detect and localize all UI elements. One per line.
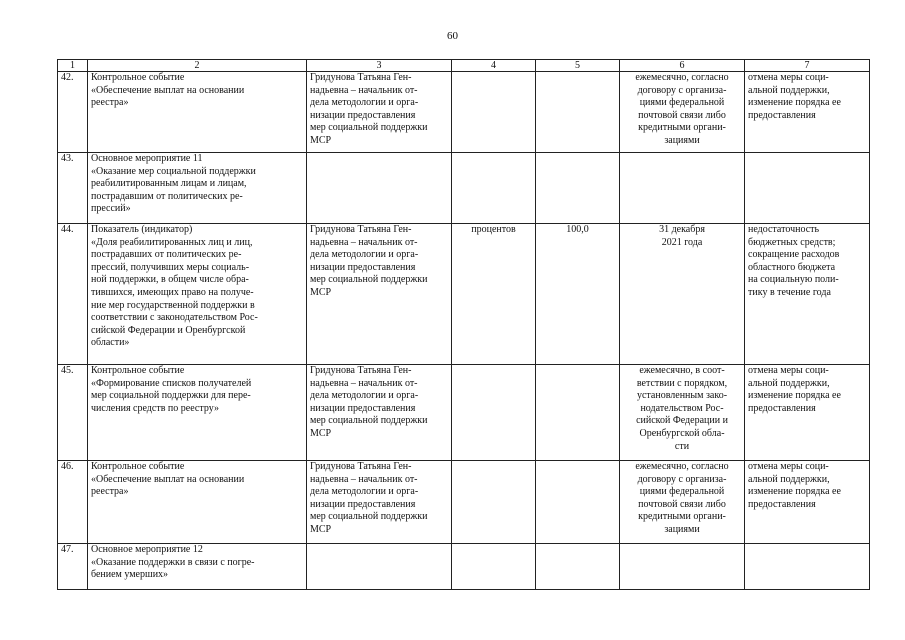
risk-cell: недостаточность бюджетных средств; сокращение расходов областного бюджета на социальную поли- тику в течение года — [745, 224, 870, 365]
events-table — [57, 59, 870, 590]
row-number: 46. — [58, 461, 88, 544]
header-cell: 2 — [88, 60, 307, 72]
risk-cell: отмена меры соци- альной поддержки, изменение порядка ее предоставления — [745, 461, 870, 544]
header-cell: 5 — [536, 60, 620, 72]
value-cell — [536, 153, 620, 224]
table-row — [58, 72, 870, 153]
event-name-cell: Контрольное событие «Обеспечение выплат на основании реестра» — [88, 461, 307, 544]
deadline-cell: ежемесячно, согласно договору с организа- циями федеральной почтовой связи либо кредитными органи- зациями — [620, 461, 745, 544]
event-name-cell: Контрольное событие «Формирование списков получателей мер социальной поддержки для пере- числения средств по реестру» — [88, 365, 307, 461]
responsible-cell: Гридунова Татьяна Ген- надьевна – начальник от- дела методологии и орга- низации предоставления мер социальной поддержки МСР — [307, 365, 452, 461]
deadline-cell: ежемесячно, согласно договору с организа- циями федеральной почтовой связи либо кредитными органи- зациями — [620, 72, 745, 153]
deadline-cell: ежемесячно, в соот- ветствии с порядком, установленным зако- нодательством Рос- сийской Федерации и Оренбургской обла- сти — [620, 365, 745, 461]
risk-cell: отмена меры соци- альной поддержки, изменение порядка ее предоставления — [745, 365, 870, 461]
unit-cell — [452, 153, 536, 224]
value-cell — [536, 365, 620, 461]
header-cell: 7 — [745, 60, 870, 72]
risk-cell: отмена меры соци- альной поддержки, изменение порядка ее предоставления — [745, 72, 870, 153]
value-cell: 100,0 — [536, 224, 620, 365]
header-cell: 4 — [452, 60, 536, 72]
unit-cell — [452, 461, 536, 544]
responsible-cell: Гридунова Татьяна Ген- надьевна – начальник от- дела методологии и орга- низации предоставления мер социальной поддержки МСР — [307, 224, 452, 365]
unit-cell — [452, 544, 536, 590]
table-row — [58, 365, 870, 461]
header-cell: 6 — [620, 60, 745, 72]
value-cell — [536, 461, 620, 544]
responsible-cell: Гридунова Татьяна Ген- надьевна – начальник от- дела методологии и орга- низации предоставления мер социальной поддержки МСР — [307, 461, 452, 544]
unit-cell: процентов — [452, 224, 536, 365]
event-name-cell: Основное мероприятие 11 «Оказание мер социальной поддержки реабилитированным лицам и лицам, пострадавшим от политических ре- прессий» — [88, 153, 307, 224]
responsible-cell — [307, 153, 452, 224]
deadline-cell — [620, 153, 745, 224]
column-number-row — [58, 60, 870, 72]
deadline-cell: 31 декабря 2021 года — [620, 224, 745, 365]
table-row — [58, 461, 870, 544]
header-cell: 3 — [307, 60, 452, 72]
risk-cell — [745, 544, 870, 590]
table-row — [58, 544, 870, 590]
deadline-cell — [620, 544, 745, 590]
row-number: 44. — [58, 224, 88, 365]
row-number: 45. — [58, 365, 88, 461]
value-cell — [536, 72, 620, 153]
unit-cell — [452, 365, 536, 461]
responsible-cell: Гридунова Татьяна Ген- надьевна – начальник от- дела методологии и орга- низации предоставления мер социальной поддержки МСР — [307, 72, 452, 153]
row-number: 43. — [58, 153, 88, 224]
header-cell: 1 — [58, 60, 88, 72]
row-number: 47. — [58, 544, 88, 590]
event-name-cell: Показатель (индикатор) «Доля реабилитированных лиц и лиц, пострадавших от политических ре- прессий, получивших меры социаль- ной поддержки, в общем числе обра- тившихся, имеющих право на получе- ние мер государственной поддержки в соответствии с законодательством Рос- сийской Федерации и Оренбургской области» — [88, 224, 307, 365]
responsible-cell — [307, 544, 452, 590]
event-name-cell: Контрольное событие «Обеспечение выплат на основании реестра» — [88, 72, 307, 153]
risk-cell — [745, 153, 870, 224]
table-row — [58, 224, 870, 365]
table-row — [58, 153, 870, 224]
unit-cell — [452, 72, 536, 153]
page-number: 60 — [447, 30, 458, 42]
value-cell — [536, 544, 620, 590]
event-name-cell: Основное мероприятие 12 «Оказание поддержки в связи с погре- бением умерших» — [88, 544, 307, 590]
row-number: 42. — [58, 72, 88, 153]
